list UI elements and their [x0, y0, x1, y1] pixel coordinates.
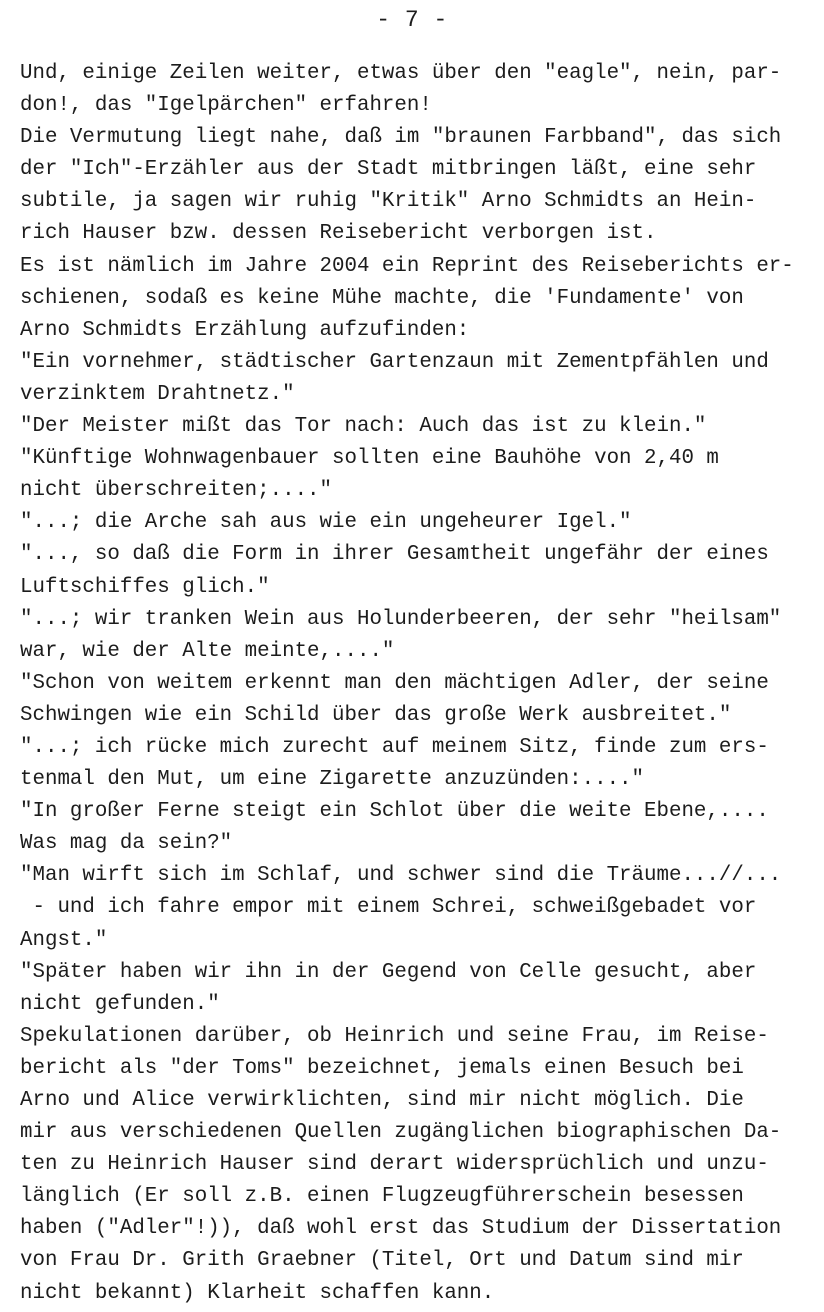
text-line: ten zu Heinrich Hauser sind derart widersprüchlich und unzu- — [20, 1153, 769, 1177]
text-line: Angst." — [20, 928, 108, 952]
text-line: von Frau Dr. Grith Graebner (Titel, Ort und Datum sind mir — [20, 1249, 744, 1273]
text-line: Die Vermutung liegt nahe, daß im "braunen Farbband", das sich — [20, 126, 782, 150]
text-line: Was mag da sein?" — [20, 832, 233, 856]
text-line: schienen, sodaß es keine Mühe machte, die 'Fundamente' von — [20, 286, 744, 310]
text-line: Und, einige Zeilen weiter, etwas über den "eagle", nein, par- — [20, 62, 782, 85]
text-line: "Der Meister mißt das Tor nach: Auch das ist zu klein." — [20, 415, 707, 439]
text-line: haben ("Adler"!)), daß wohl erst das Studium der Dissertation — [20, 1217, 782, 1241]
text-line: nicht gefunden." — [20, 992, 220, 1016]
text-line: don!, das "Igelpärchen" erfahren! — [20, 94, 432, 118]
text-line: länglich (Er soll z.B. einen Flugzeugführerschein besessen — [20, 1185, 744, 1209]
text-line: war, wie der Alte meinte,...." — [20, 639, 395, 663]
text-line: "...; die Arche sah aus wie ein ungeheurer Igel." — [20, 511, 632, 535]
text-line: bericht als "der Toms" bezeichnet, jemals einen Besuch bei — [20, 1056, 744, 1080]
text-line: "Ein vornehmer, städtischer Gartenzaun mit Zementpfählen und — [20, 350, 769, 374]
text-line: nicht bekannt) Klarheit schaffen kann. — [20, 1281, 495, 1305]
text-line: Luftschiffes glich." — [20, 575, 270, 599]
text-line: subtile, ja sagen wir ruhig "Kritik" Arno Schmidts an Hein- — [20, 190, 757, 214]
body-text — [20, 58, 820, 1310]
text-line: "Schon von weitem erkennt man den mächtigen Adler, der seine — [20, 671, 769, 695]
text-line: "Man wirft sich im Schlaf, und schwer sind die Träume...//... — [20, 864, 782, 888]
text-line: Spekulationen darüber, ob Heinrich und seine Frau, im Reise- — [20, 1024, 769, 1048]
text-line: Schwingen wie ein Schild über das große Werk ausbreitet." — [20, 703, 732, 727]
text-line: - und ich fahre empor mit einem Schrei, schweißgebadet vor — [20, 896, 757, 920]
text-line: mir aus verschiedenen Quellen zugänglichen biographischen Da- — [20, 1121, 782, 1145]
text-line: nicht überschreiten;...." — [20, 479, 333, 503]
text-line: Es ist nämlich im Jahre 2004 ein Reprint des Reiseberichts er- — [20, 254, 794, 278]
text-line: verzinktem Drahtnetz." — [20, 382, 295, 406]
text-line: "...; wir tranken Wein aus Holunderbeeren, der sehr "heilsam" — [20, 607, 782, 631]
page-number: - 7 - — [376, 7, 448, 33]
text-line: rich Hauser bzw. dessen Reisebericht verborgen ist. — [20, 222, 657, 246]
text-line: "In großer Ferne steigt ein Schlot über die weite Ebene,.... — [20, 800, 769, 824]
text-line: Arno Schmidts Erzählung aufzufinden: — [20, 318, 470, 342]
text-line: der "Ich"-Erzähler aus der Stadt mitbringen läßt, eine sehr — [20, 158, 757, 182]
text-line: "...; ich rücke mich zurecht auf meinem Sitz, finde zum ers- — [20, 735, 769, 759]
text-line: tenmal den Mut, um eine Zigarette anzuzünden:...." — [20, 768, 645, 792]
text-line: Arno und Alice verwirklichten, sind mir nicht möglich. Die — [20, 1089, 744, 1112]
text-line: "..., so daß die Form in ihrer Gesamtheit ungefähr der eines — [20, 543, 769, 567]
text-line: "Künftige Wohnwagenbauer sollten eine Bauhöhe von 2,40 m — [20, 447, 719, 471]
text-line: "Später haben wir ihn in der Gegend von Celle gesucht, aber — [20, 960, 757, 984]
